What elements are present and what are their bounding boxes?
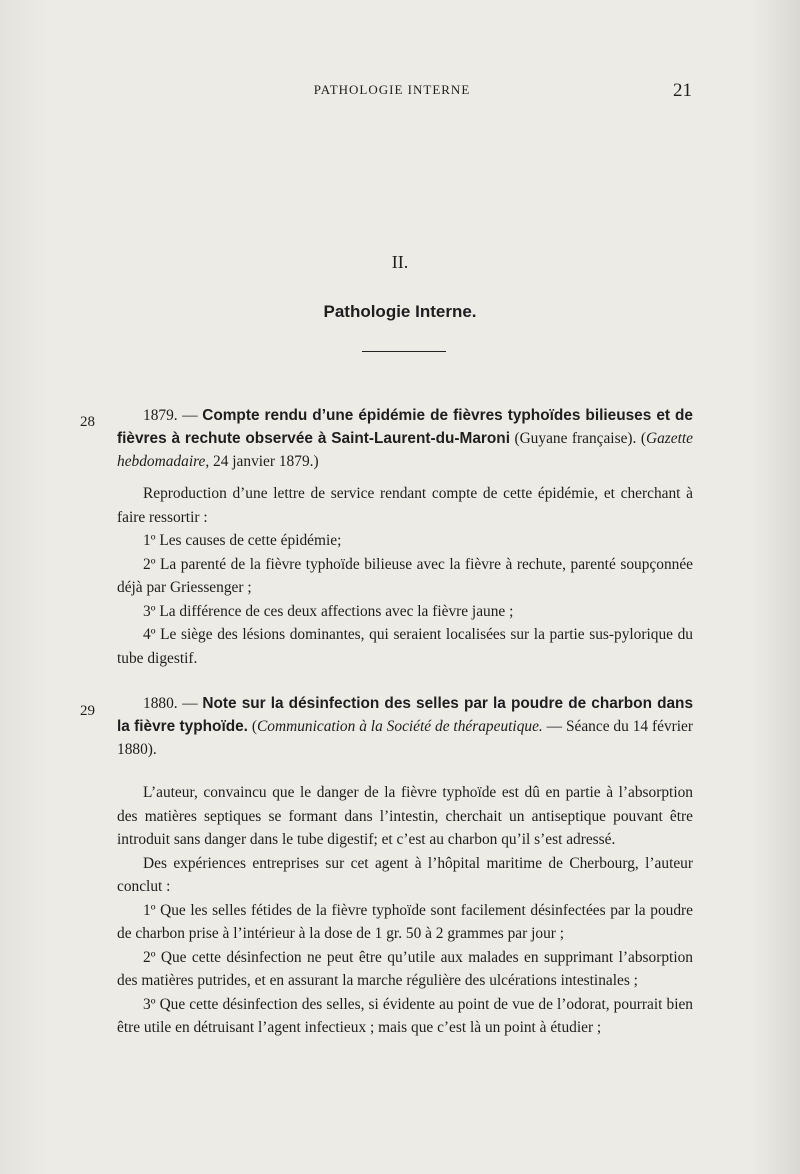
entry-heading <box>117 692 693 761</box>
running-title: PATHOLOGIE INTERNE <box>313 82 471 97</box>
entry-paragraph: 2º La parenté de la fièvre typhoïde bilieuse avec la fièvre à rechute, parenté soupçonnée déjà par Griessenger ; <box>117 555 693 596</box>
entry-number: 29 <box>80 703 95 719</box>
entry-source-open: ( <box>251 718 257 735</box>
entry-source-date: , 24 janvier 1879.) <box>205 453 319 470</box>
entry-paragraph: 4º Le siège des lésions dominantes, qui seraient localisées sur la partie sus-pylorique du tube digestif. <box>117 626 693 667</box>
bibliography-entry-28 <box>80 404 693 670</box>
entry-number: 28 <box>80 414 95 430</box>
entry-year: 1879. — <box>143 407 198 424</box>
section-number: II. <box>391 252 409 272</box>
entry-paragraph: 3º La différence de ces deux affections avec la fièvre jaune ; <box>143 602 514 620</box>
entry-title: Compte rendu d’une épidémie de fièvres typhoïdes bilieuses et de fièvres à rechute observée à Saint-Laurent-du-Maroni <box>117 407 693 447</box>
entry-heading <box>117 404 693 473</box>
entry-paragraph: 2º Que cette désinfection ne peut être qu’utile aux malades en supprimant l’absorption des matières putrides, et en assurant la marche régulière des ulcérations intestinales ; <box>117 948 693 989</box>
entry-paragraph: 1º Les causes de cette épidémie; <box>143 532 342 549</box>
entry-paragraph: L’auteur, convaincu que le danger de la fièvre typhoïde est dû en partie à l’absorption des matières septiques se formant dans l’intestin, cherchait un antiseptique pouvant être introduit sans danger dans le tube digestif; et c’est au charbon qu’il s’est adressé. <box>117 784 693 848</box>
entry-paragraph: Reproduction d’une lettre de service rendant compte de cette épidémie, et cherchant à faire ressortir : <box>117 485 693 526</box>
page-number: 21 <box>673 80 692 101</box>
entry-source-communication: Communication à la Société de thérapeutique. <box>257 718 543 735</box>
entry-title: Note sur la désinfection des selles par la poudre de charbon dans la fièvre typhoïde. <box>117 695 694 735</box>
entry-source-date: — Séance du 14 février 1880). <box>117 718 693 758</box>
entry-source-open: ( <box>640 430 646 447</box>
entry-year: 1880. — <box>143 695 198 712</box>
entry-source-journal: Gazette hebdomadaire <box>117 430 693 470</box>
section-rule <box>362 351 446 352</box>
entry-paragraph: 3º Que cette désinfection des selles, si évidente au point de vue de l’odorat, pourrait bien être utile en détruisant l’agent infectieux ; mais que c’est là un point à étudier ; <box>117 995 693 1036</box>
running-head <box>0 82 800 102</box>
entry-title-after: (Guyane française). <box>514 430 637 447</box>
entry-paragraph: Des expériences entreprises sur cet agent à l’hôpital maritime de Cherbourg, l’auteur conclut : <box>117 854 693 895</box>
bibliography-entry-29 <box>80 692 694 1040</box>
section-title: Pathologie Interne. <box>323 302 477 321</box>
entry-paragraph: 1º Que les selles fétides de la fièvre typhoïde sont facilement désinfectées par la poudre de charbon prise à l’intérieur à la dose de 1 gr. 50 à 2 grammes par jour ; <box>117 901 693 942</box>
